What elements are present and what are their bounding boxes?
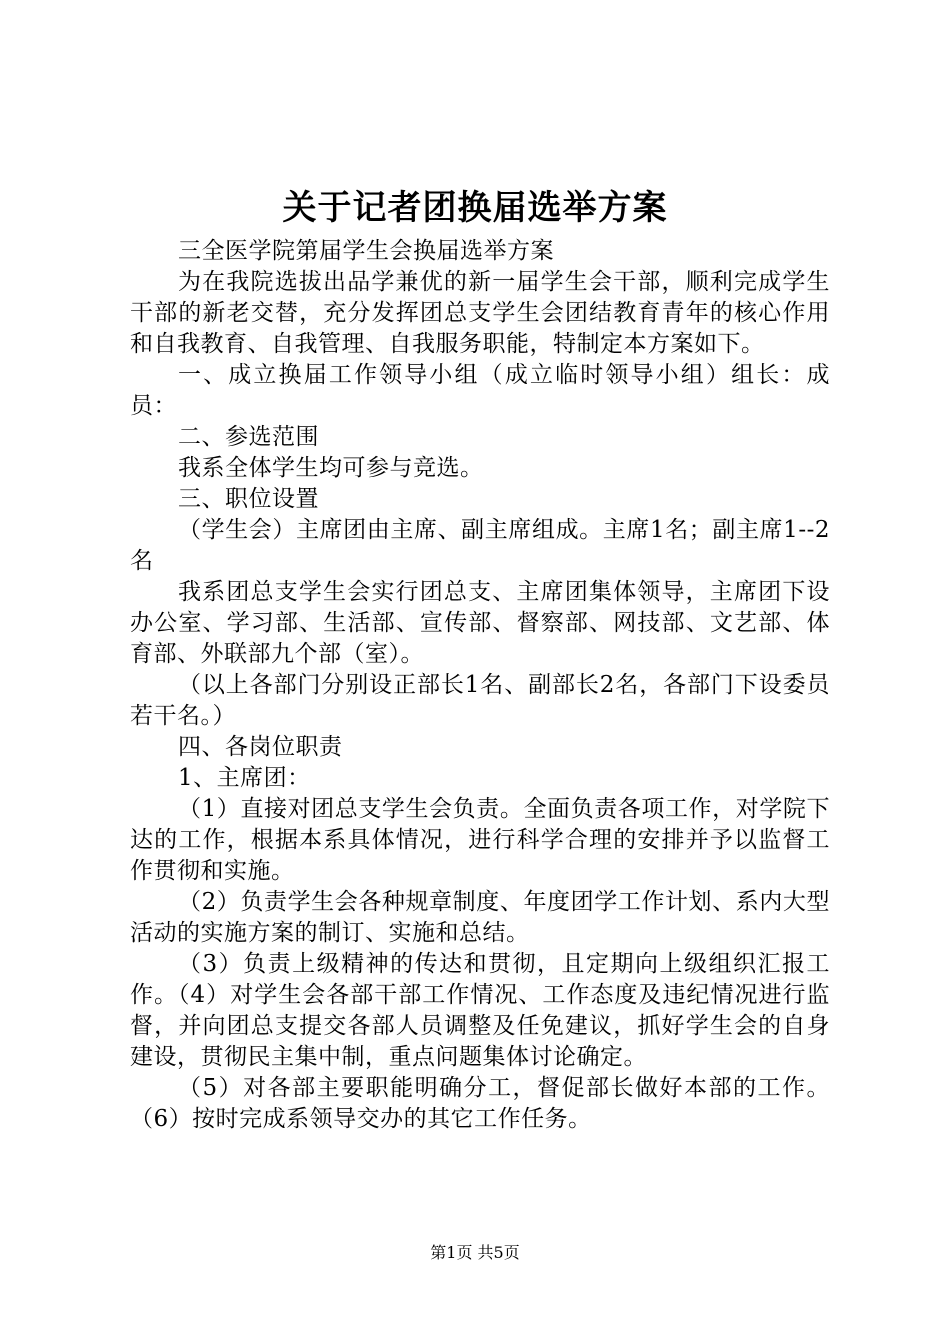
subsection-heading-presidium: 1、主席团：	[178, 765, 311, 791]
duty-item-2: （2）负责学生会各种规章制度、年度团学工作计划、系内大型活动的实施方案的制订、实施和总结。	[130, 889, 830, 946]
document-body	[130, 236, 830, 1135]
paragraph-eligibility: 我系全体学生均可参与竞选。	[178, 455, 484, 481]
paragraph-presidium: （学生会）主席团由主席、副主席组成。主席1名；副主席1--2名	[130, 517, 830, 574]
section-heading-3: 三、职位设置	[178, 486, 319, 512]
section-heading-1: 一、成立换届工作领导小组（成立临时领导小组）组长：成员：	[130, 362, 830, 419]
duty-item-5-6: （5）对各部主要职能明确分工，督促部长做好本部的工作。（6）按时完成系领导交办的其它工作任务。	[130, 1075, 830, 1132]
page-number-footer: 第1页 共5页	[430, 1243, 520, 1262]
paragraph-departments: 我系团总支学生会实行团总支、主席团集体领导，主席团下设办公室、学习部、生活部、宣传部、督察部、网技部、文艺部、体育部、外联部九个部（室）。	[130, 579, 830, 667]
duty-item-3-4: （3）负责上级精神的传达和贯彻，且定期向上级组织汇报工作。（4）对学生会各部干部工作情况、工作态度及违纪情况进行监督，并向团总支提交各部人员调整及任免建议，抓好学生会的自身建设，贯彻民主集中制，重点问题集体讨论确定。	[130, 951, 830, 1070]
document-title: 关于记者团换届选举方案	[282, 188, 668, 228]
section-heading-2: 二、参选范围	[178, 424, 319, 450]
duty-item-1: （1）直接对团总支学生会负责。全面负责各项工作，对学院下达的工作，根据本系具体情况，进行科学合理的安排并予以监督工作贯彻和实施。	[130, 796, 830, 884]
paragraph-intro: 为在我院选拔出品学兼优的新一届学生会干部，顺利完成学生干部的新老交替，充分发挥团总支学生会团结教育青年的核心作用和自我教育、自我管理、自我服务职能，特制定本方案如下。	[130, 269, 830, 357]
section-heading-4: 四、各岗位职责	[178, 734, 343, 760]
paragraph-department-staff: （以上各部门分别设正部长1名、副部长2名，各部门下设委员若干名。）	[130, 672, 830, 729]
document-subtitle: 三全医学院第届学生会换届选举方案	[178, 238, 554, 264]
